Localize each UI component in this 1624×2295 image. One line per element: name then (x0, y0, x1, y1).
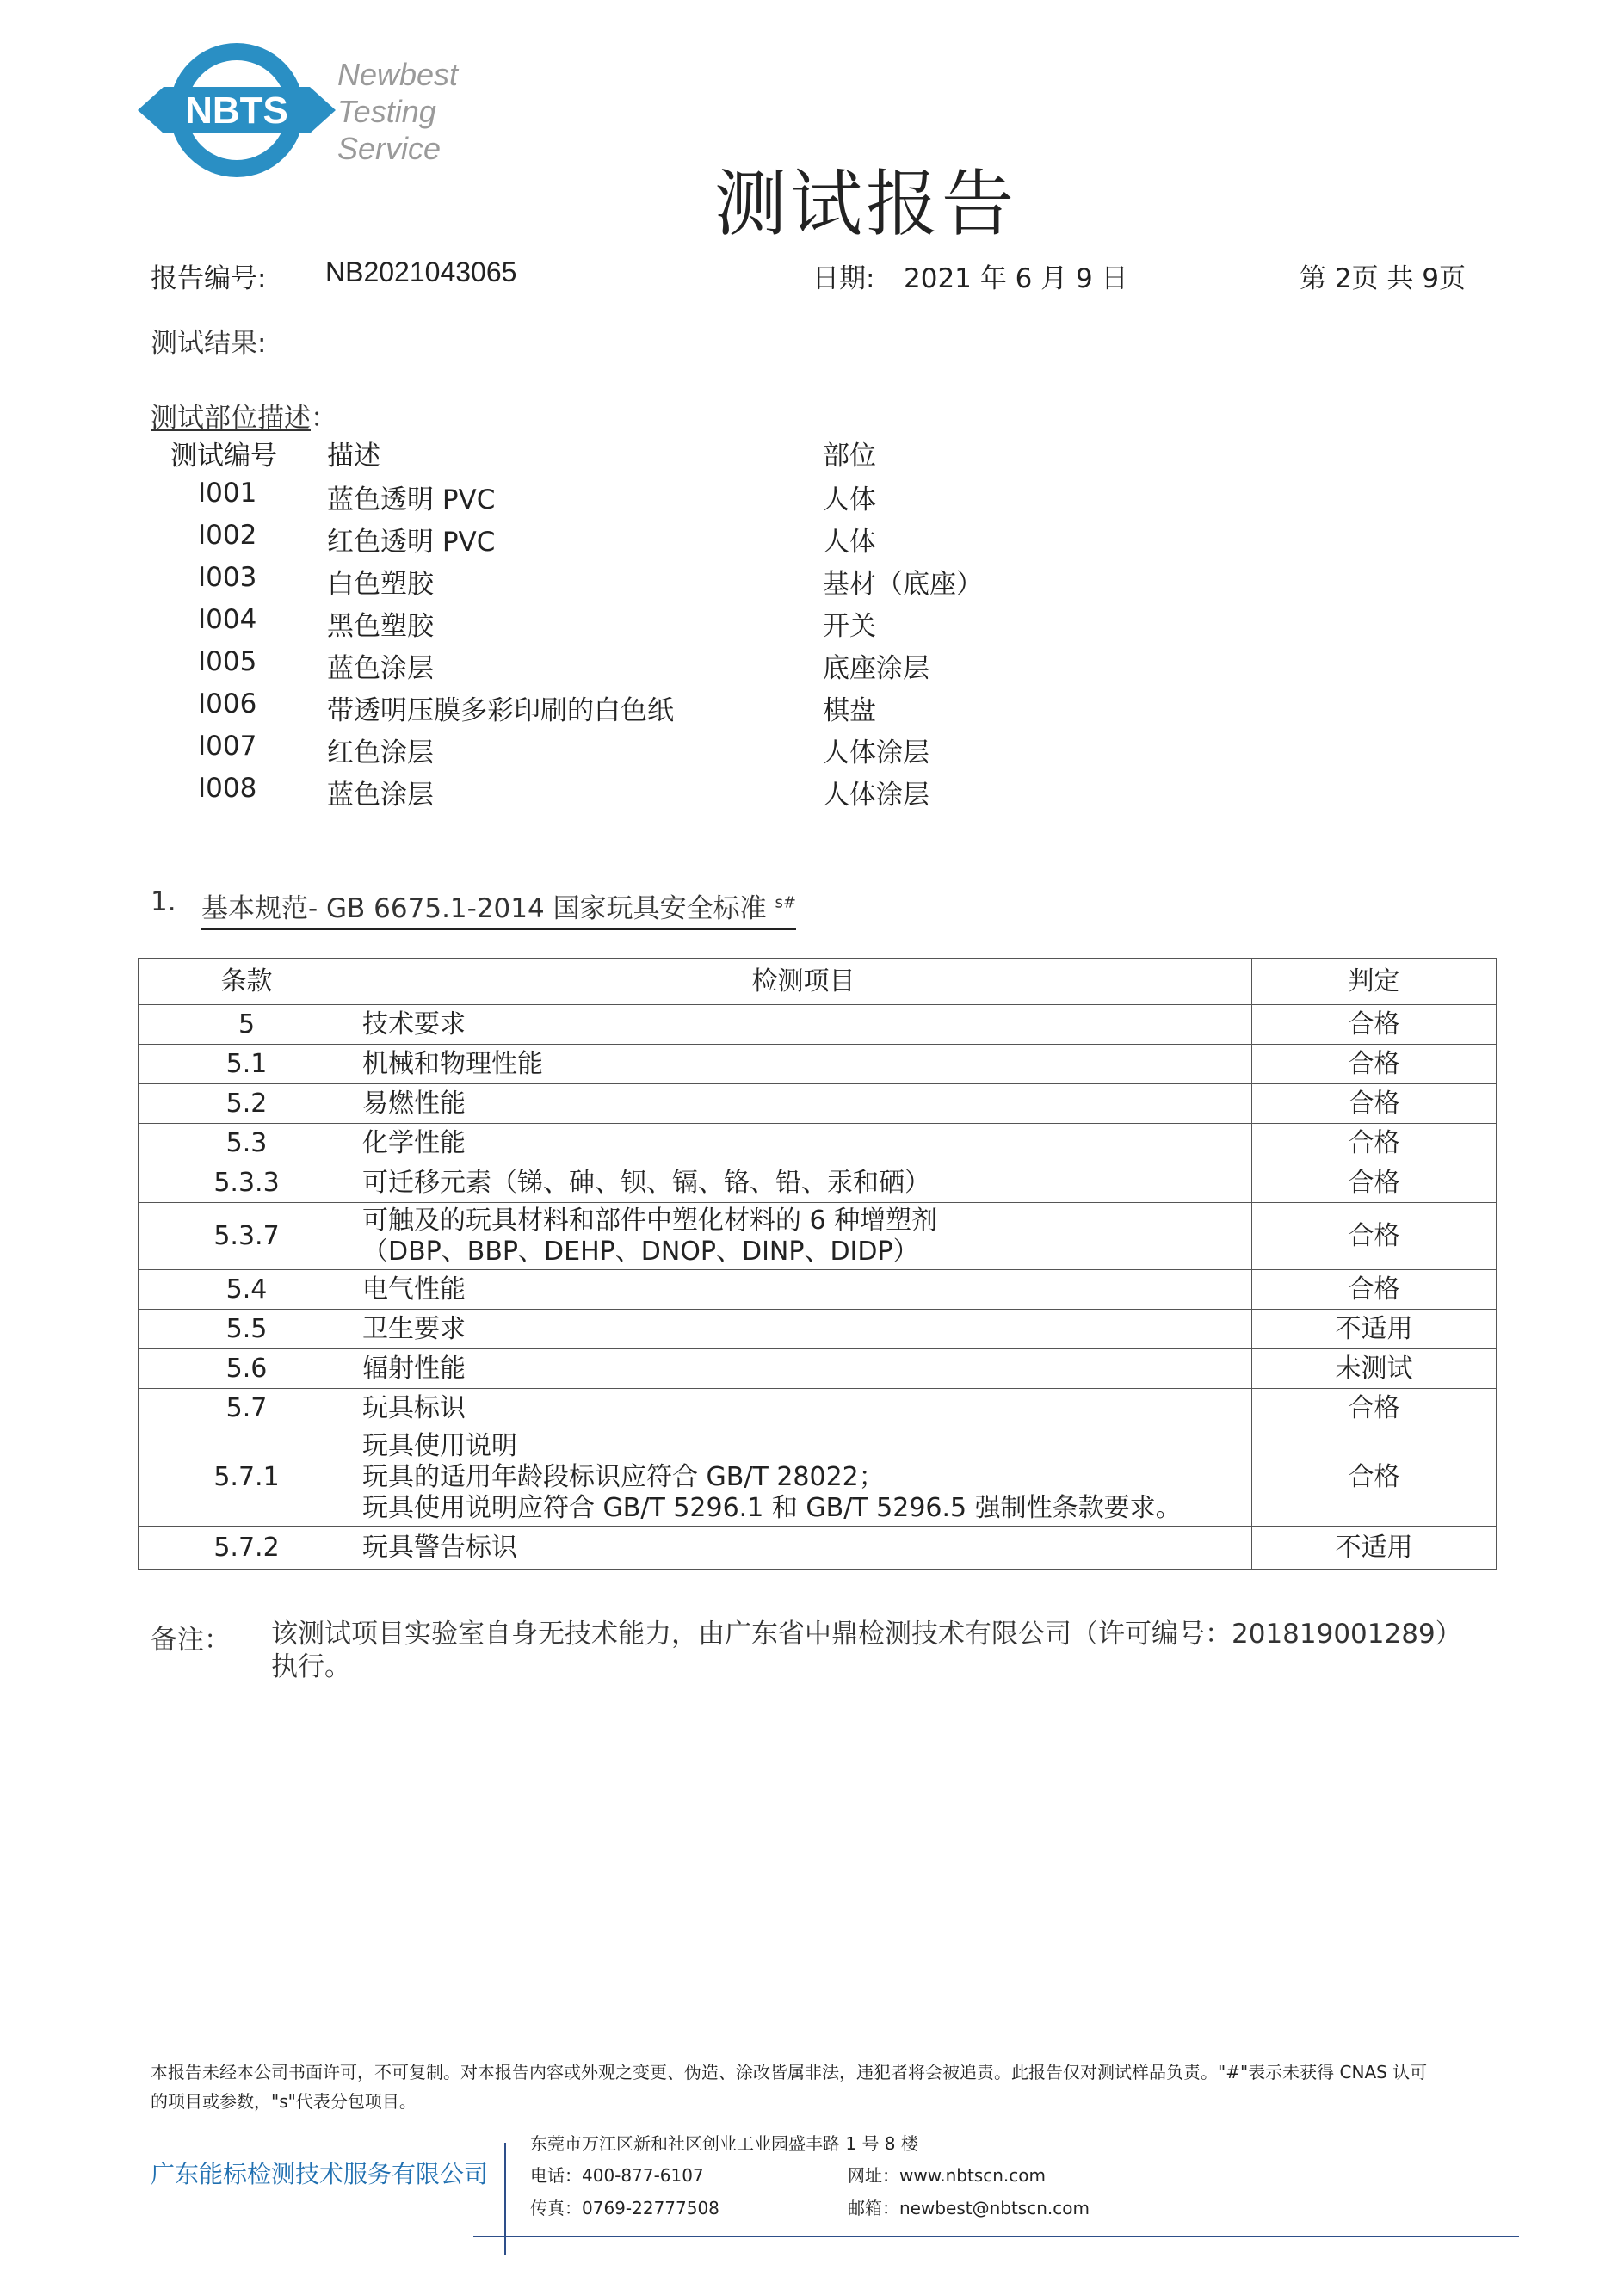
results-table (138, 958, 1497, 1570)
logo-mark: NBTS (185, 89, 288, 132)
table-row: 5.6 辐射性能 未测试 (139, 1349, 1497, 1389)
website: 网址：www.nbtscn.com (848, 2165, 1046, 2186)
results-label: 测试结果: (151, 328, 267, 359)
parts-col-id: 测试编号 (170, 441, 277, 472)
address: 东莞市万江区新和社区创业工业园盛丰路 1 号 8 楼 (530, 2133, 918, 2154)
footer-vertical-rule (504, 2143, 506, 2255)
col-clause: 条款 (139, 959, 355, 1005)
table-row: 5.5 卫生要求 不适用 (139, 1310, 1497, 1349)
table-header-row (139, 959, 1497, 1005)
email: 邮箱：newbest@nbtscn.com (848, 2198, 1090, 2218)
report-no: NB2021043065 (325, 256, 517, 287)
report-no-label: 报告编号: (151, 263, 267, 294)
table-row: 5.4 电气性能 合格 (139, 1270, 1497, 1310)
parts-heading (151, 396, 337, 435)
col-item: 检测项目 (355, 959, 1252, 1005)
list-item: I007 红色涂层 人体涂层 (198, 731, 929, 768)
logo-line-3: Service (337, 131, 442, 166)
list-item: I002 红色透明 PVC 人体 (198, 520, 876, 558)
table-row: 5.7 玩具标识 合格 (139, 1389, 1497, 1428)
logo-line-2: Testing (337, 94, 436, 129)
phone: 电话：400-877-6107 (530, 2165, 704, 2186)
table-row: 5.1 机械和物理性能 合格 (139, 1045, 1497, 1084)
section-number: 1. (151, 886, 176, 917)
footer-horizontal-rule (473, 2236, 1519, 2237)
list-item: I005 蓝色涂层 底座涂层 (198, 646, 929, 684)
parts-col-desc: 描述 (327, 441, 380, 472)
remark-text: 该测试项目实验室自身无技术能力，由广东省中鼎检测技术有限公司（许可编号：201819001289） 执行。 (271, 1619, 1462, 1682)
table-row: 5.3 化学性能 合格 (139, 1124, 1497, 1163)
parts-col-part: 部位 (823, 441, 876, 472)
col-verdict: 判定 (1252, 959, 1497, 1005)
table-row: 5.3.7 可触及的玩具材料和部件中塑化材料的 6 种增塑剂 （DBP、BBP、DEHP、DNOP、DINP、DIDP） 合格 (139, 1203, 1497, 1270)
table-row: 5.2 易燃性能 合格 (139, 1084, 1497, 1124)
page-title: 测试报告 (714, 162, 1018, 246)
report-date: 2021 年 6 月 9 日 (904, 263, 1128, 294)
date-label: 日期: (812, 263, 875, 294)
nbts-logo-icon (138, 39, 336, 185)
fax: 传真：0769-22777508 (530, 2198, 719, 2218)
disclaimer: 本报告未经本公司书面许可，不可复制。对本报告内容或外观之变更、伪造、涂改皆属非法，违犯者将会被追责。此报告仅对测试样品负责。"#"表示未获得 CNAS 认可 的项目或参数，"s"代表分包项目。 (151, 2062, 1428, 2112)
logo (138, 39, 482, 185)
company-name: 广东能标检测技术服务有限公司 (151, 2160, 489, 2188)
section-title-text: 基本规范- GB 6675.1-2014 国家玩具安全标准 (201, 893, 767, 924)
table-row: 5 技术要求 合格 (139, 1005, 1497, 1045)
logo-line-1: Newbest (337, 57, 459, 92)
list-item: I008 蓝色涂层 人体涂层 (198, 773, 929, 811)
table-row: 5.7.1 玩具使用说明 玩具的适用年龄段标识应符合 GB/T 28022； 玩具使用说明应符合 GB/T 5296.1 和 GB/T 5296.5 强制性条款要求。 合格 (139, 1428, 1497, 1527)
parts-header-row (0, 434, 1624, 472)
section-title (201, 886, 796, 930)
section-superscript: s# (775, 893, 796, 912)
list-item: I004 黑色塑胶 开关 (198, 604, 876, 642)
table-row: 5.3.3 可迁移元素（锑、砷、钡、镉、铬、铅、汞和硒） 合格 (139, 1163, 1497, 1203)
parts-heading-colon: ： (311, 403, 337, 434)
parts-heading-text: 测试部位描述 (151, 403, 311, 434)
remark-label: 备注： (151, 1625, 231, 1656)
table-row: 5.7.2 玩具警告标识 不适用 (139, 1527, 1497, 1570)
list-item: I003 白色塑胶 基材（底座） (198, 562, 983, 600)
list-item: I006 带透明压膜多彩印刷的白色纸 棋盘 (198, 688, 876, 726)
list-item: I001 蓝色透明 PVC 人体 (198, 478, 876, 515)
page-number: 第 2页 共 9页 (1300, 263, 1467, 294)
